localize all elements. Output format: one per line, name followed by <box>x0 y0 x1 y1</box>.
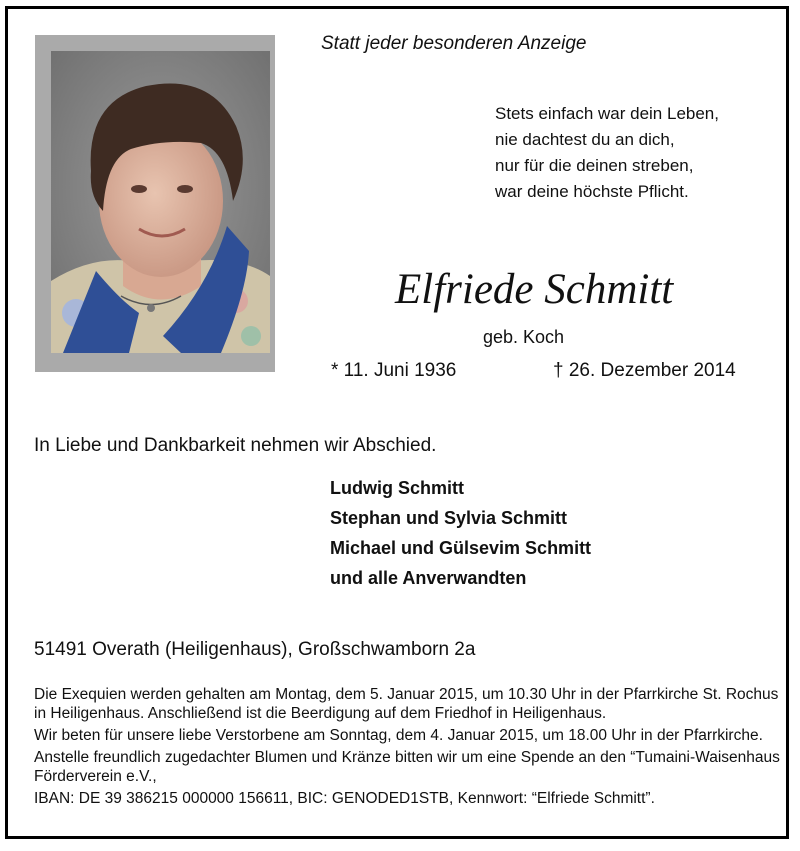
mourner: Stephan und Sylvia Schmitt <box>330 508 568 528</box>
poem-line: nur für die deinen streben, <box>495 156 694 175</box>
poem-line: war deine höchste Pflicht. <box>495 182 689 201</box>
mourner: Michael und Gülsevim Schmitt <box>330 538 592 558</box>
exequies-text: Die Exequien werden gehalten am Montag, dem 5. Januar 2015, um 10.30 Uhr in der Pfarrkirche St. Rochus in Heiligenhaus. Anschließend ist die Beerdigung auf dem Friedhof in Heiligenhaus. <box>34 686 779 722</box>
deceased-name: Elfriede Schmitt <box>395 266 674 313</box>
poem-line: nie dachtest du an dich, <box>495 130 675 149</box>
address: 51491 Overath (Heiligenhaus), Großschwamborn 2a <box>34 639 476 660</box>
obituary-notice <box>5 6 789 839</box>
headline: Statt jeder besonderen Anzeige <box>321 33 587 54</box>
service-details <box>34 685 786 811</box>
birth-date: * 11. Juni 1936 <box>331 360 457 381</box>
mourners-list <box>330 473 591 593</box>
mourner: und alle Anverwandten <box>330 568 527 588</box>
donation-text: Anstelle freundlich zugedachter Blumen und Kränze bitten wir um eine Spende an den “Tumaini-Waisenhaus Förderverein e.V., <box>34 749 780 785</box>
death-date: † 26. Dezember 2014 <box>553 360 736 381</box>
poem <box>495 101 719 205</box>
portrait-photo <box>51 51 270 353</box>
maiden-name: geb. Koch <box>483 327 565 347</box>
bank-details: IBAN: DE 39 386215 000000 156611, BIC: GENODED1STB, Kennwort: “Elfriede Schmitt”. <box>34 790 655 807</box>
poem-line: Stets einfach war dein Leben, <box>495 104 719 123</box>
mourner: Ludwig Schmitt <box>330 478 464 498</box>
portrait-frame <box>35 35 275 372</box>
portrait-illustration <box>51 51 270 353</box>
prayer-text: Wir beten für unsere liebe Verstorbene am Sonntag, dem 4. Januar 2015, um 18.00 Uhr in der Pfarrkirche. <box>34 727 763 744</box>
farewell-text: In Liebe und Dankbarkeit nehmen wir Abschied. <box>34 435 437 456</box>
